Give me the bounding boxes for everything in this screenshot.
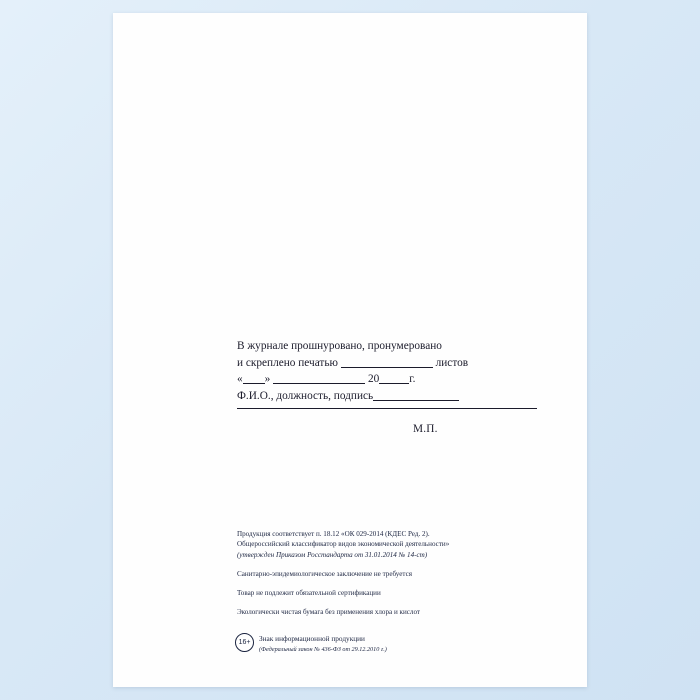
seal-line-1-text: В журнале прошнуровано, пронумеровано — [237, 340, 442, 352]
footnote-line: Санитарно-эпидемиологическое заключение не требуется — [237, 569, 413, 578]
seal-line-4 — [237, 388, 537, 405]
info-mark-text — [259, 633, 387, 655]
seal-line-2-text: и скреплено печатью — [237, 356, 338, 369]
date-quote-open: « — [237, 373, 243, 385]
footnote-line: Продукция соответствует п. 18.12 «ОК 029-2014 (КДЕС Ред. 2). — [237, 530, 430, 538]
footnote-line: Общероссийский классификатор видов экономической деятельности» — [237, 540, 450, 549]
age-rating-icon: 16+ — [235, 633, 254, 652]
seal-line-2 — [237, 355, 537, 372]
footnote-line: Экологически чистая бумага без применения хлора и кислот — [237, 607, 421, 616]
seal-certification-block — [237, 339, 537, 409]
date-quote-close: » — [264, 373, 271, 385]
information-product-mark — [235, 633, 387, 655]
footnote-group-ecology — [237, 607, 557, 617]
day-blank — [243, 371, 265, 384]
footnote-group-okved — [237, 529, 557, 560]
footnote-group-certification — [237, 588, 557, 598]
seal-line-1 — [237, 339, 537, 355]
year-prefix: 20 — [367, 373, 380, 385]
footnotes-block — [237, 529, 557, 625]
month-blank — [273, 371, 365, 384]
fio-blank — [373, 388, 459, 401]
info-mark-title: Знак информационной продукции — [259, 634, 365, 643]
footnote-line: Товар не подлежит обязательной сертификации — [237, 588, 381, 597]
fio-label: Ф.И.О., должность, подпись — [237, 389, 374, 402]
signature-rule — [237, 407, 537, 409]
seal-line-2-suffix: листов — [435, 356, 469, 369]
footnote-group-sanitary — [237, 569, 557, 579]
seal-line-3 — [237, 371, 537, 388]
document-body — [113, 13, 587, 687]
document-page — [113, 13, 587, 687]
footnote-line: (утвержден Приказом Росстандарта от 31.01.2014 № 14-ст) — [237, 550, 428, 559]
sheet-count-blank — [341, 355, 433, 368]
info-mark-law: (Федеральный закон № 436-ФЗ от 29.12.2010 г.) — [259, 645, 387, 653]
stamp-place-label: М.П. — [413, 423, 438, 435]
year-suffix: г. — [409, 373, 416, 385]
year-blank — [379, 371, 409, 384]
